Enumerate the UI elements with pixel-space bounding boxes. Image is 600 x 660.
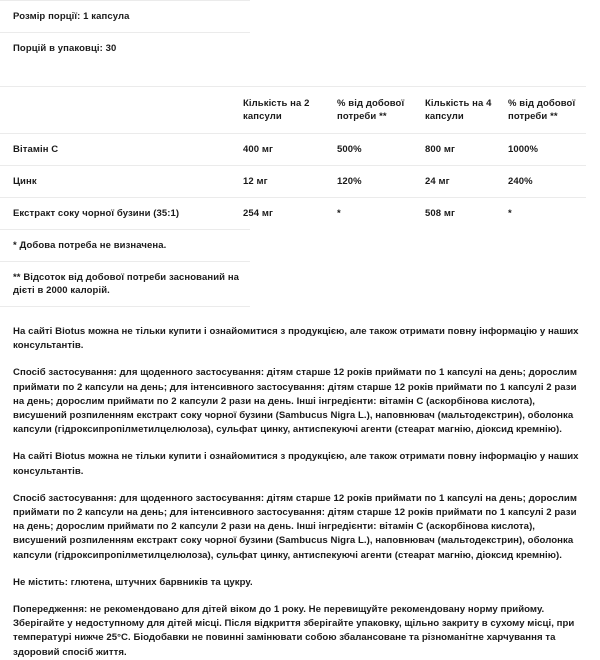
product-description: [0, 325, 600, 660]
column-header-nutrient: [0, 87, 243, 134]
supplement-facts-table: [0, 86, 586, 229]
serving-size-cell: Розмір порції: 1 капсула: [0, 1, 250, 33]
nutrient-amount-2: 12 мг: [243, 166, 337, 198]
nutrient-dv-2: *: [337, 198, 425, 230]
serving-info-table: [0, 0, 250, 64]
table-row: [0, 33, 250, 65]
nutrient-dv-2: 120%: [337, 166, 425, 198]
nutrient-dv-4: 1000%: [508, 134, 586, 166]
nutrient-amount-4: 24 мг: [425, 166, 508, 198]
table-row: [0, 198, 586, 230]
directions-paragraph-1: Спосіб застосування: для щоденного застосування: дітям старше 12 років приймати по 1 капсулі на день; дорослим приймати по 2 капсули на день; для інтенсивного застосування: дітям старше 12 років приймати по 1 капсулі 2 рази на день; дорослим приймати по 2 капсули 2 рази на день. Інші інгредієнти: вітамін C (аскорбінова кислота), висушений розпиленням екстракт соку чорної бузини (Sambucus Nigra L.), наповнювач (мальтодекстрин), оболонка капсули (гідроксипропілметилцелюлоза), сульфат цинку, антиспекуючі агенти (стеарат магнію, діоксид кремнію).: [13, 367, 577, 436]
nutrient-amount-4: 508 мг: [425, 198, 508, 230]
nutrient-name: Вітамін C: [0, 134, 243, 166]
column-header-dv-2-capsules: % від добової потреби **: [337, 87, 425, 134]
nutrient-dv-4: *: [508, 198, 586, 230]
column-header-amount-4-capsules: Кількість на 4 капсули: [425, 87, 508, 134]
nutrient-amount-2: 400 мг: [243, 134, 337, 166]
nutrient-dv-2: 500%: [337, 134, 425, 166]
footnote-daily-value-basis: ** Відсоток від добової потреби заснований на дієті в 2000 калорій.: [0, 262, 250, 307]
directions-paragraph-2: Спосіб застосування: для щоденного застосування: дітям старше 12 років приймати по 1 капсулі на день; дорослим приймати по 2 капсули на день; для інтенсивного застосування: дітям старше 12 років приймати по 1 капсулі 2 рази на день; дорослим приймати по 2 капсули 2 рази на день. Інші інгредієнти: вітамін C (аскорбінова кислота), висушений розпиленням екстракт соку чорної бузини (Sambucus Nigra L.), наповнювач (мальтодекстрин), оболонка капсули (гідроксипропілметилцелюлоза), сульфат цинку, антиспекуючі агенти (стеарат магнію, діоксид кремнію).: [13, 492, 577, 561]
nutrient-dv-4: 240%: [508, 166, 586, 198]
servings-per-container-cell: Порцій в упаковці: 30: [0, 33, 250, 65]
table-gap-divider: [0, 64, 600, 86]
column-header-amount-2-capsules: Кількість на 2 капсули: [243, 87, 337, 134]
nutrient-amount-2: 254 мг: [243, 198, 337, 230]
site-note-paragraph-1: На сайті Biotus можна не тільки купити і ознайомитися з продукцією, але також отримати повну інформацію у наших консультантів.: [13, 326, 579, 352]
nutrient-name: Цинк: [0, 166, 243, 198]
footnotes-table: [0, 229, 250, 307]
site-note-paragraph-2: На сайті Biotus можна не тільки купити і ознайомитися з продукцією, але також отримати повну інформацію у наших консультантів.: [13, 451, 579, 477]
column-header-dv-4-capsules: % від добової потреби **: [508, 87, 586, 134]
nutrient-amount-4: 800 мг: [425, 134, 508, 166]
nutrient-name: Екстракт соку чорної бузини (35:1): [0, 198, 243, 230]
table-row: [0, 166, 586, 198]
table-row: [0, 230, 250, 262]
footnote-daily-value-undetermined: * Добова потреба не визначена.: [0, 230, 250, 262]
free-from-paragraph: Не містить: глютена, штучних барвників та цукру.: [13, 576, 253, 588]
table-row: [0, 262, 250, 307]
table-row: [0, 1, 250, 33]
warning-paragraph: Попередження: не рекомендовано для дітей віком до 1 року. Не перевищуйте рекомендовану норму прийому. Зберігайте у недоступному для дітей місці. Після відкриття зберігайте упаковку, щільно закриту в сухому місці, при температурі нижче 25°C. Біодобавки не повинні замінювати собою збалансоване та різноманітне харчування та здоровий спосіб життя.: [13, 604, 575, 658]
table-row: [0, 134, 586, 166]
table-header-row: [0, 87, 586, 134]
